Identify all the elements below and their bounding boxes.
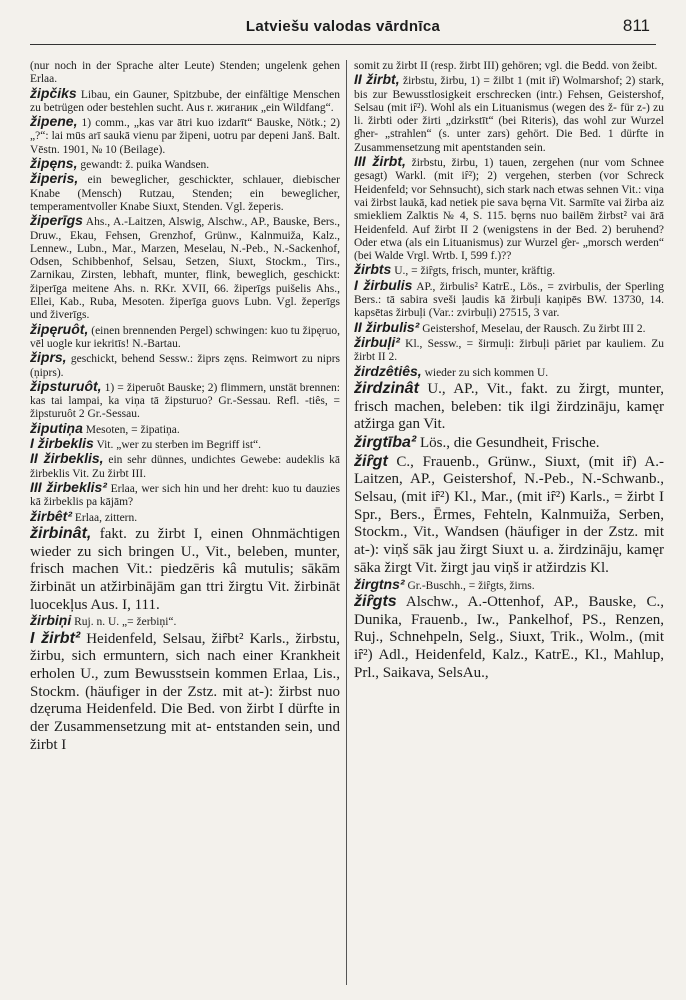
entry-text: Lös., die Gesundheit, Frische. bbox=[416, 434, 600, 451]
entry-text: fakt. zu žirbt I, einen Ohnmächtigen wieder zu sich bringen U., Vit., beleben, munter, frisch machen Vit.: piedzēris kâ mutulis; sākām žirbināt un atžirbinājām gan ttri žirgtu Vit. žirbināt luocekļus Aus. I, 111. bbox=[30, 525, 340, 613]
dictionary-entry bbox=[354, 453, 664, 578]
entry-text: gewandt: ž. puika Wandsen. bbox=[77, 159, 210, 172]
entry-headword: I žirbulis bbox=[354, 276, 413, 293]
entry-text: žirbstu, žirbu, 1) = žilbt 1 (mit iȓ) Wolmarshof; 2) stark, bis zur Bewusstlosigkeit erschrecken (intr.) Fehsen, Geistershof, Selsau (mit iȓ²). Wohl als ein Lituanismus (wegen des ž- für z-) zu li. žirbti oder žirti „dzirkstīt“ (bei Riteris), das wohl zur Wurzel g̑her- „strahlen“ (s. unter zars) gehört. Die Bed. 1 dürfte in Zusammensetzung mit apentstanden sein. bbox=[354, 75, 664, 154]
entry-headword: I žirbt² bbox=[30, 629, 81, 647]
entry-headword: žipęns, bbox=[30, 155, 78, 172]
entry-text: 1) = žiperuôt Bauske; 2) flimmern, unstät brennen: kas tai lampai, ka viņa tā žipsturuo? Gr.-Sessau. Refl. -tiês, = žipsturuôt 2 Gr.-Sessau. bbox=[30, 381, 340, 421]
entry-headword: I žirbeklis bbox=[30, 435, 94, 452]
dictionary-entry bbox=[30, 115, 340, 157]
entry-headword: žirbuļi² bbox=[354, 333, 400, 350]
entry-headword: žipene, bbox=[30, 113, 78, 130]
dictionary-entry bbox=[354, 318, 664, 336]
entry-text: Libau, ein Gauner, Spitzbube, der einfältige Menschen zu betrügen oder bestehlen sucht. Aus r. жиганик „ein Wildfang“. bbox=[30, 88, 340, 114]
entry-text: C., Frauenb., Grünw., Siuxt, (mit iȓ) A.-Laitzen, AP., Geistershof, N.-Peb., N.-Schwanb., Selsau, (mit iȓ²) Kl., Mar., (mit iȓ²) Karls., = žirbt I Spr., Bers., Ērmes, Fehteln, Kalnmuiža, Serben, Stockm., Vit., Wandsen (häufiger in der Zstz. mit at-): viņš sāk jau žirgt Siuxt u. a. žirdzināju, kamęr sāka žirgt Vit. žirgt jau viņš ir atžirdzis Kl. bbox=[354, 453, 664, 576]
dictionary-entry bbox=[354, 593, 664, 683]
entry-text: wieder zu sich kommen U. bbox=[421, 366, 549, 379]
dictionary-entry bbox=[30, 614, 340, 629]
header-rule bbox=[30, 44, 656, 45]
right-column bbox=[354, 60, 664, 682]
dictionary-entry bbox=[354, 73, 664, 155]
entry-headword: II žirbeklis, bbox=[30, 450, 104, 467]
dictionary-entry bbox=[30, 84, 340, 116]
entry-headword: žipęruôt, bbox=[30, 320, 89, 337]
dictionary-entry bbox=[30, 172, 340, 214]
dictionary-entry bbox=[30, 525, 340, 615]
entry-text: Ahs., A.-Laitzen, Alswig, Alschw., AP., Bauske, Bers., Druw., Ekau, Fehsen, Grenzhof, Grünw., Kalnmuiža, Kalz., Lennew., Lubn., Mar., Marzen, Meselau, N.-Peb., N.-Sackenhof, Odsen, Schibbenhof, Selsau, Setzen, Siuxt, Stockm., Tirs., Zarnikau, Zirsten, lebhaft, munter, flink, beweglich, geschickt: žiperīga meitene Ahs. n. RKr. XVII, 66. žiperīgs puišelis Ahs., Ellei, Kab., Ruba, Mesoten. žiperīga guovs Lubn. Vgl. žeperīgs und živerīgs. bbox=[30, 216, 340, 322]
entry-text: Erlaa, zittern. bbox=[72, 511, 138, 524]
entry-headword: žiputiņa bbox=[30, 419, 83, 436]
entry-headword: III žirbeklis² bbox=[30, 478, 107, 495]
page-title: Latviešu valodas vārdnīca bbox=[245, 18, 441, 35]
dictionary-entry bbox=[30, 60, 340, 87]
dictionary-entry bbox=[30, 452, 340, 481]
entry-text: Vit. „wer zu sterben im Begriff ist“. bbox=[93, 439, 262, 452]
entry-text: (einen brennenden Pergel) schwingen: kuo tu žipęruo, vēl uogle kur iekritīs! N.-Bartau. bbox=[30, 324, 340, 350]
entry-text: Alschw., A.-Ottenhof, AP., Bauske, C., Dunika, Frauenb., Iw., Pankelhof, PS., Renzen, Ruj., Schnehpeln, Selg., Siuxt, Trik., Wolm., (mit iȓ²) Adl., Heidenfeld, Kalz., KatrE., Kl., Mahlup, Prl., Saikava, SelsAu., bbox=[354, 593, 664, 681]
dictionary-entry bbox=[354, 362, 664, 380]
entry-text: Heidenfeld, Selsau, žiȓbt² Karls., žirbstu, žirbu, sich ermuntern, sich nach einer Krankheit erholen U., zum Bewusstsein kommen Erlaa, Lis., Stockm. (häufiger in der Zstz. mit at-): žirbst nuo dzęruma Heidenfeld. Die Bed. von žirbt I dürfte in der Zusammensetzung mit at- entstanden sein, und žirbt I bbox=[30, 630, 340, 753]
dictionary-entry bbox=[354, 575, 664, 593]
entry-headword: III žirbt, bbox=[354, 153, 406, 170]
entry-headword: žirbêt² bbox=[30, 507, 72, 524]
dictionary-entry bbox=[30, 351, 340, 380]
entry-headword: žirdzinât bbox=[354, 379, 419, 397]
entry-headword: žiȓgt bbox=[354, 452, 388, 470]
entry-text: 1) comm., „kas var ātri kuo izdarīt“ Bauske, Nötk.; 2) „?“: lai mūs arī saukā vienu par žipeni, uotru par depeni Janš. Balt. Vēstn. 1901, № 10 (Beilage). bbox=[30, 117, 340, 156]
entry-text: (nur noch in der Sprache alter Leute) Stenden; ungelenk gehen Erlaa. bbox=[30, 60, 340, 86]
dictionary-entry bbox=[354, 155, 664, 263]
left-column bbox=[30, 60, 340, 755]
entry-headword: II žirbulis² bbox=[354, 318, 420, 335]
entry-headword: žirbinât, bbox=[30, 524, 92, 542]
entry-text: somit zu žirbt II (resp. žirbt III) gehören; vgl. die Bedd. von žeibt. bbox=[354, 60, 658, 72]
entry-headword: žiperīgs bbox=[30, 212, 83, 229]
entry-headword: žipsturuôt, bbox=[30, 377, 102, 394]
entry-text: Ruj. n. U. „= žerbiņi“. bbox=[71, 616, 177, 629]
dictionary-entry bbox=[354, 434, 664, 453]
dictionary-entry bbox=[30, 507, 340, 525]
dictionary-entry bbox=[30, 478, 340, 510]
dictionary-entry bbox=[30, 630, 340, 755]
dictionary-entry bbox=[354, 380, 664, 434]
entry-headword: žirbts bbox=[354, 261, 392, 278]
entry-text: Geistershof, Meselau, der Rausch. Zu žirbt III 2. bbox=[419, 322, 646, 335]
dictionary-entry bbox=[30, 377, 340, 422]
dictionary-entry bbox=[354, 276, 664, 321]
entry-text: ein sehr dünnes, undichtes Gewebe: audeklis kā žirbeklis Vit. Zu žirbt III. bbox=[30, 454, 340, 480]
page-number: 811 bbox=[622, 16, 650, 35]
entry-text: Erlaa, wer sich hin und her dreht: kuo tu dauzies kā žirbeklis pa kājām? bbox=[30, 482, 340, 509]
entry-headword: žirgtība² bbox=[354, 433, 417, 451]
entry-headword: žiȓgts bbox=[354, 592, 397, 610]
entry-text: Gr.-Buschh., = žiȓgts, žirns. bbox=[404, 579, 535, 592]
entry-text: U., AP., Vit., fakt. zu žirgt, munter, frisch machen, beleben: tik ilgi žirdzināju, kamęr atžirga gan Vit. bbox=[354, 380, 664, 433]
page-header bbox=[30, 12, 656, 42]
entry-text: Kl., Sessw., = širmuļi: žirbuļi pāriet par kauliem. Zu žirbt II 2. bbox=[354, 337, 664, 364]
entry-headword: žipčiks bbox=[30, 84, 77, 101]
entry-headword: žiperis, bbox=[30, 170, 79, 187]
entry-text: U., = žiȓgts, frisch, munter, kräftig. bbox=[391, 265, 556, 278]
entry-text: geschickt, behend Sessw.: žiprs zęns. Reimwort zu niprs (ņiprs). bbox=[30, 353, 340, 379]
entry-text: Mesoten, = žipatiņa. bbox=[82, 423, 180, 436]
dictionary-entry bbox=[354, 60, 664, 73]
entry-text: žirbstu, žirbu, 1) tauen, zergehen (nur vom Schnee gesagt) Warkl. (mit iȓ²); 2) vergehen, sterben (vor Schreck Heidenfeld; vor Sehnsucht), sich stark nach etwas sehnen Vit.: viņa vai žirbst laukā, kad netiek pie sava bęrna Vit. Sarmīte vai žirba aiz smiekliem Zalktis № 4, S. 115. bęrns nuo bailēm žirbst² vai ārā Heidenfeld. Auf žirbt II 2 (wenigstens in der Bed. 2) beruhend? Oder etwa (als ein Lituanismus) zur Wurzel g̑er- „morsch werden“ (bei Walde Vrgl. Wrtb. I, 599 f.)?? bbox=[354, 157, 664, 263]
entry-headword: žirdzêtiês, bbox=[354, 362, 422, 379]
dictionary-entry bbox=[30, 214, 340, 322]
column-divider bbox=[346, 60, 347, 985]
entry-headword: žirbiņi bbox=[30, 612, 72, 629]
entry-text: ein beweglicher, geschickter, schlauer, diebischer Knabe (Mensch) Rutzau, Stenden; ein beweglicher, temperamentvoller Knabe Siuxt, Stenden. Vgl. žeperis. bbox=[30, 174, 340, 213]
entry-headword: žiprs, bbox=[30, 349, 67, 366]
dictionary-entry bbox=[354, 333, 664, 365]
entry-text: AP., žirbulis² KatrE., Lös., = zvirbulis, der Sperling Bers.: tā sabira sveši ļaudis kā žirbuļi kaņipēs BW. 13730, 14. kapsētas žirbuļi (Var.: zvirbuļi) 27515, 3 var. bbox=[354, 280, 664, 320]
dictionary-entry bbox=[30, 320, 340, 352]
entry-headword: II žirbt, bbox=[354, 71, 400, 88]
entry-headword: žirgtns² bbox=[354, 575, 405, 592]
